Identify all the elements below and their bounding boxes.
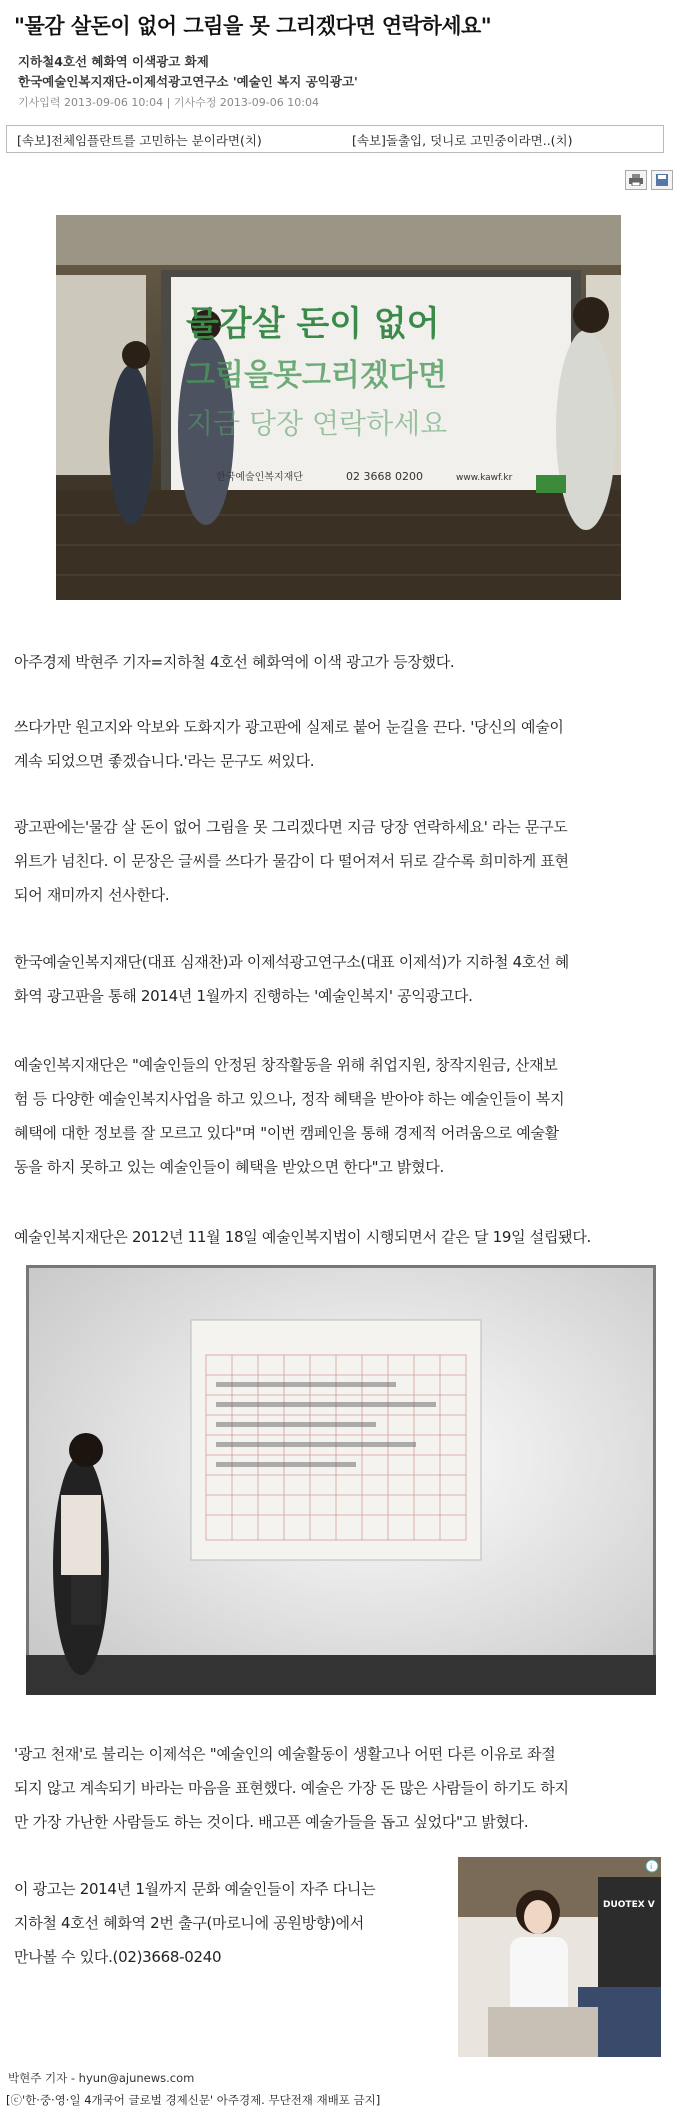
paragraph-line: 만 가장 가난한 사람들도 하는 것이다. 배고픈 예술가들을 돕고 싶었다"고 밝혔다.: [14, 1813, 529, 1831]
paragraph-line: '광고 천재'로 불리는 이제석은 "예술인의 예술활동이 생활고나 어떤 다른 이유로 좌절: [14, 1745, 556, 1763]
paragraph-line: 계속 되었으면 좋겠습니다.'라는 문구도 써있다.: [14, 752, 315, 770]
paragraph-line: 화역 광고판을 통해 2014년 1월까지 진행하는 '예술인복지' 공익광고다.: [14, 987, 473, 1005]
paragraph-line: 지하철 4호선 혜화역 2번 출구(마로니에 공원방향)에서: [14, 1914, 364, 1932]
paragraph-line: 혜택에 대한 정보를 잘 모르고 있다"며 "이번 캠페인을 통해 경제적 어려움으로 예술활: [14, 1124, 559, 1142]
ticker-link[interactable]: [속보]돌출입, 덧니로 고민중이라면..(치): [352, 133, 573, 148]
paragraph: [14, 945, 674, 1013]
article-photo: [56, 215, 621, 600]
paragraph-line: 쓰다가만 원고지와 악보와 도화지가 광고판에 실제로 붙어 눈길을 끈다. '당신의 예술이: [14, 718, 564, 736]
billboard-footer: 한국예술인복지재단: [216, 472, 303, 483]
paragraph: [14, 645, 674, 679]
paragraph-line: 예술인복지재단은 "예술인들의 안정된 창작활동을 위해 취업지원, 창작지원금, 산재보: [14, 1056, 558, 1074]
paragraph-line: 광고판에는'물감 살 돈이 없어 그림을 못 그리겠다면 지금 당장 연락하세요' 라는 문구도: [14, 818, 568, 836]
byline: 박현주 기자 - hyun@ajunews.com: [8, 2071, 195, 2085]
copyright: [ⓒ'한·중·영·일 4개국어 글로벌 경제신문' 아주경제. 무단전재 재배포 금지]: [6, 2093, 381, 2107]
paragraph: [14, 810, 674, 912]
article-photo: [26, 1265, 656, 1695]
save-button[interactable]: [651, 170, 673, 190]
article-subtitle: 한국예술인복지재단-이제석광고연구소 '예술인 복지 공익광고': [18, 74, 358, 89]
paragraph-line: 예술인복지재단은 2012년 11월 18일 예술인복지법이 시행되면서 같은 달 19일 설립됐다.: [14, 1228, 592, 1246]
printer-icon: [629, 174, 643, 186]
info-icon: i: [650, 1862, 653, 1871]
article-subtitle: 지하철4호선 혜화역 이색광고 화제: [18, 54, 209, 69]
paragraph-line: 위트가 넘친다. 이 문장은 글씨를 쓰다가 물감이 다 떨어져서 뒤로 갈수록 희미하게 표현: [14, 852, 569, 870]
ad-brand: DUOTEX V: [603, 1900, 655, 1910]
article-title: "물감 살돈이 없어 그림을 못 그리겠다면 연락하세요": [14, 14, 492, 38]
billboard-text: 그림을못그리겠다면: [186, 358, 447, 393]
paragraph: [14, 1872, 444, 1974]
billboard-footer: www.kawf.kr: [456, 473, 513, 483]
ticker-link[interactable]: [속보]전체임플란트를 고민하는 분이라면(치): [17, 133, 262, 148]
paragraph-line: 만나볼 수 있다.(02)3668-0240: [14, 1948, 222, 1966]
billboard-text: 물감살 돈이 없어: [186, 304, 440, 344]
paragraph-line: 동을 하지 못하고 있는 예술인들이 혜택을 받았으면 한다"고 밝혔다.: [14, 1158, 444, 1176]
print-button[interactable]: [625, 170, 647, 190]
paragraph-line: 되지 않고 계속되기 바라는 마음을 표현했다. 예술은 가장 돈 많은 사람들이 하기도 하지: [14, 1779, 569, 1797]
paragraph: [14, 1048, 674, 1184]
billboard-text: 지금 당장 연락하세요: [186, 407, 448, 440]
news-ticker: [6, 125, 664, 153]
save-icon: [656, 174, 668, 186]
billboard-footer: 02 3668 0200: [346, 470, 423, 483]
advertisement[interactable]: [458, 1857, 661, 2057]
article-dates: 기사입력 2013-09-06 10:04 | 기사수정 2013-09-06 10:04: [18, 96, 319, 109]
paragraph-line: 험 등 다양한 예술인복지사업을 하고 있으나, 정작 혜택을 받아야 하는 예술인들이 복지: [14, 1090, 565, 1108]
paragraph-line: 되어 재미까지 선사한다.: [14, 886, 170, 904]
paragraph-line: 한국예술인복지재단(대표 심재찬)과 이제석광고연구소(대표 이제석)가 지하철 4호선 혜: [14, 953, 569, 971]
paragraph-line: 이 광고는 2014년 1월까지 문화 예술인들이 자주 다니는: [14, 1880, 376, 1898]
paragraph: [14, 710, 674, 778]
paragraph-line: 아주경제 박현주 기자=지하철 4호선 혜화역에 이색 광고가 등장했다.: [14, 653, 455, 671]
paragraph: [14, 1220, 674, 1254]
paragraph: [14, 1737, 674, 1839]
